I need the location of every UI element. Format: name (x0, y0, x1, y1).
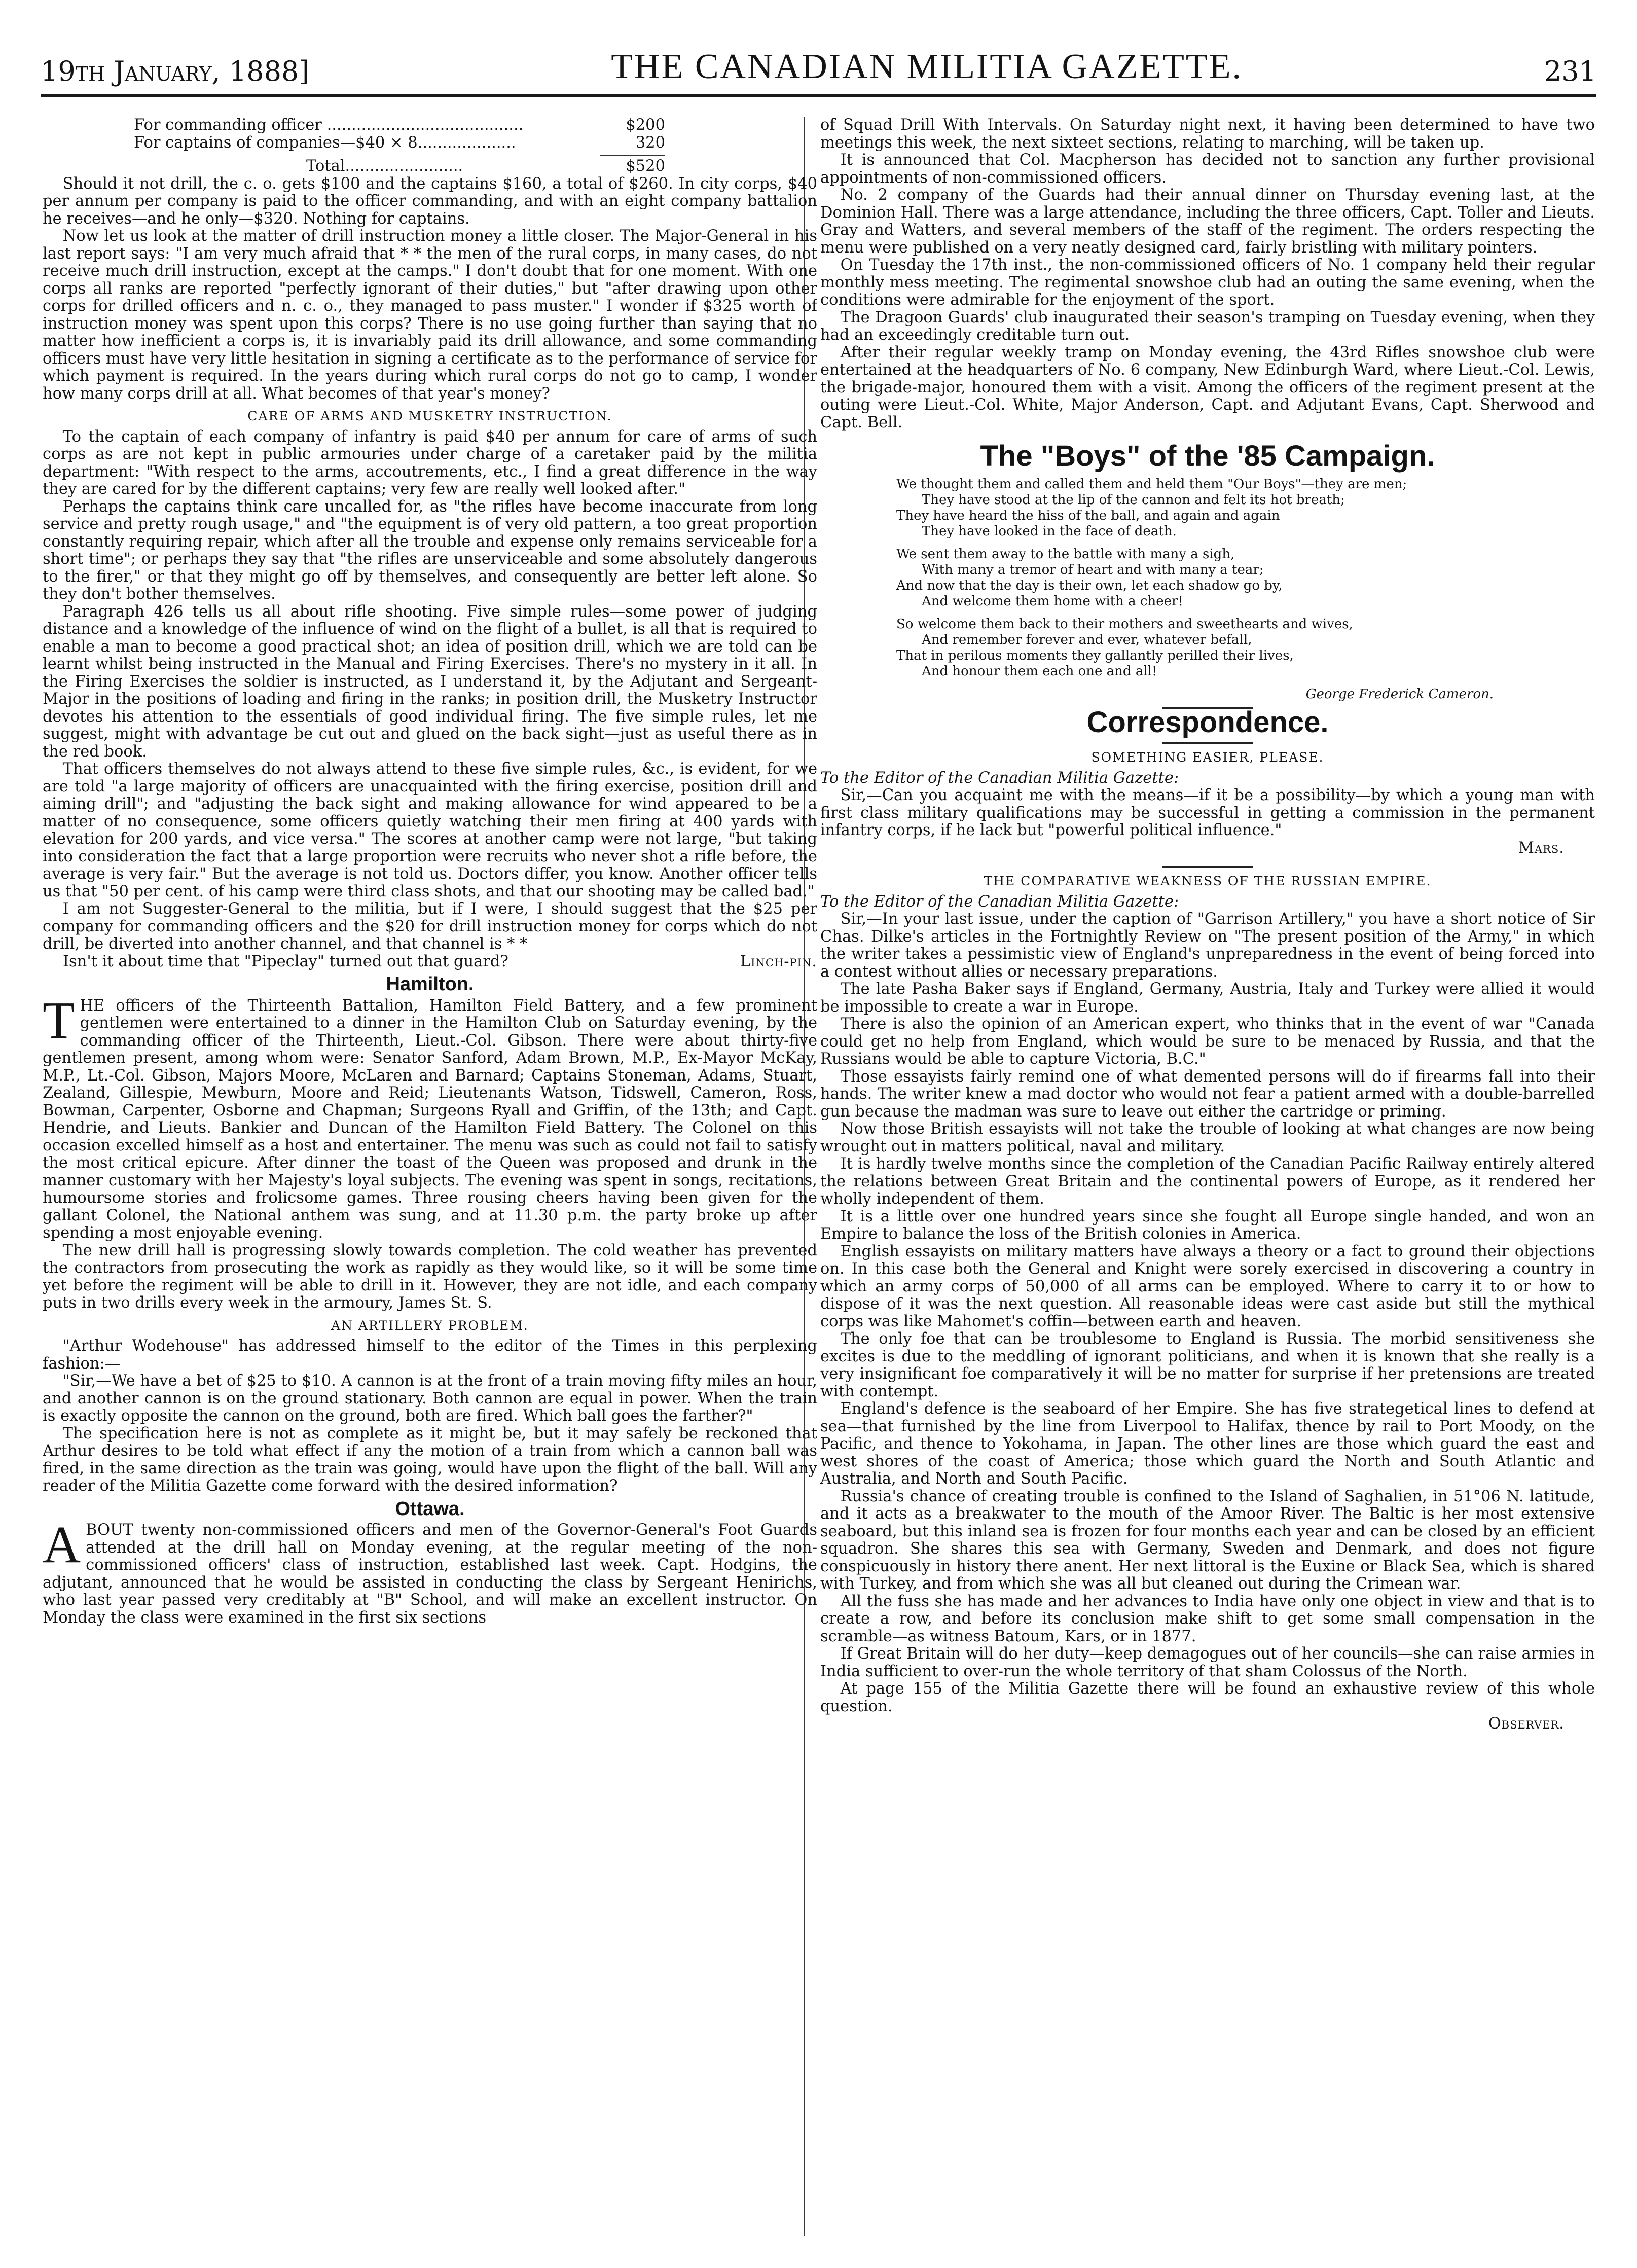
right-column (820, 117, 1595, 2236)
poem-line: And now that the day is their own, let each shadow go by, (896, 578, 1283, 593)
article-paragraph: Should it not drill, the c. o. gets $100 and the captains $160, a total of $260. In city corps, $40 per annum per company is paid to the officer commanding, and with an eight company battalion he receives—and he only—$320. Nothing for captains. (43, 174, 817, 228)
letter-paragraph: All the fuss she has made and her advances to India have only one object in view and that is to create a row, and before its conclusion make shift to get some small compensation in the scramble—as witness Batoum, Kars, or in 1877. (820, 1592, 1595, 1645)
article-paragraph: That officers themselves do not always attend to these five simple rules, &c., is evident, for we are told "a large majority of officers are unacquainted with the firing exercise, position drill and aiming drill"; and "adjusting the back sight and making allowance for wind appeared to be a matter of no consequence, some officers quietly watching their men firing at 400 yards with elevation for 200 yards, and vice versa." The scores at another camp were not large, "but taking into consideration the fact that a large proportion were recruits who never shot a rifle before, the average is very fair." But the average is not told us. Doctors differ, you know. Another officer tells us that "50 per cent. of his camp were third class shots, and that our shooting may be called bad." (43, 760, 817, 901)
article-paragraph: "Arthur Wodehouse" has addressed himself to the editor of the Times in this perplexing fashion:— (43, 1337, 817, 1373)
drop-cap: A (43, 1516, 81, 1574)
letter-paragraph: Those essayists fairly remind one of what demented persons will do if firearms fall into their hands. The writer knew a mad doctor who would not fear a patient armed with a double-barrelled gun because the madman was sure to leave out either the cartridge or priming. (820, 1067, 1595, 1121)
letter-paragraph: The late Pasha Baker says if England, Germany, Austria, Italy and Turkey were allied it would be impossible to create a war in Europe. (820, 980, 1595, 1016)
page-number: 231 (1544, 55, 1596, 87)
article-paragraph: "Sir,—We have a bet of $25 to $10. A cannon is at the front of a train moving fifty miles an hour, and another cannon is on the ground stationary. Both cannon are equal in power. When the train is exactly opposite the cannon on the ground, both are fired. Which ball goes the farther?" (43, 1372, 817, 1425)
section-heading-ottawa: Ottawa. (395, 1498, 465, 1520)
poem-stanza (896, 547, 1595, 609)
letter-paragraph: It is hardly twelve months since the completion of the Canadian Pacific Railway entirely altered the relations between Great Britain and the continental powers of Europe, as it rendered her wholly independent of them. (820, 1155, 1595, 1208)
letter-paragraph: The only foe that can be troublesome to England is Russia. The morbid sensitiveness she excites is due to the meddling of ignorant politicians, and when it is known that she really is a very insignificant foe comparatively it will be no matter for surprise if her pretensions are treated with contempt. (820, 1330, 1595, 1400)
signature-mars: Mars. (1518, 839, 1565, 857)
poem-line: We sent them away to the battle with many a sigh, (896, 546, 1235, 562)
poem-line: And welcome them home with a cheer! (922, 593, 1183, 609)
poem-line: They have stood at the lip of the cannon and felt its hot breath; (922, 492, 1345, 508)
poem-line: That in perilous moments they gallantly perilled their lives, (896, 647, 1294, 663)
signature-observer: Observer. (1488, 1715, 1565, 1733)
poem-line: And remember forever and ever, whatever befall, (922, 632, 1252, 647)
newspaper-title: THE CANADIAN MILITIA GAZETTE. (611, 47, 1243, 86)
page-header (41, 26, 1596, 97)
poem-line: They have looked in the face of death. (922, 523, 1177, 539)
letter-heading: SOMETHING EASIER, PLEASE. (1091, 750, 1324, 765)
article-paragraph: No. 2 company of the Guards had their annual dinner on Thursday evening last, at the Dominion Hall. There was a large attendance, including the three officers, Capt. Toller and Lieuts. Gray and Watters, and several members of the staff of the regiment. The orders respecting the menu were published on a very neatly designed card, fairly bristling with military pointers. (820, 186, 1595, 257)
article-paragraph: Perhaps the captains think care uncalled for, as "the rifles have become inaccurate from long service and pretty rough usage," and "the equipment is of very old pattern, a too great proportion constantly requiring repair, which after all the trouble and expense only remains serviceable for a short time"; or perhaps they say that "the rifles are unserviceable and some absolutely dangerous to the firer," or that they might go off by themselves, and consequently are better left alone. So they don't bother themselves. (43, 497, 817, 603)
allowance-row: For captains of companies—$40 × 8.................... 320 (134, 133, 665, 152)
section-heading-correspondence: Correspondence. (1086, 705, 1329, 739)
allowance-row: For commanding officer ........................................ $200 (134, 117, 665, 134)
poem-line: And honour them each one and all! (922, 663, 1157, 679)
letter-paragraph: English essayists on military matters have always a theory or a fact to ground their objections on. In this case both the General and Knight were sorely exercised in discovering a country in which an army corps of 50,000 of all arms can be employed. Where to carry it to or how to dispose of it was the next question. All reasonable ideas were cast aside but still the mythical corps was like Mahomet's coffin—between earth and heaven. (820, 1242, 1595, 1330)
drop-cap: T (43, 991, 75, 1050)
poem-title: The "Boys" of the '85 Campaign. (980, 440, 1435, 473)
article-paragraph: ABOUT twenty non-commissioned officers and men of the Governor-General's Foot Guards attended at the drill hall on Monday evening, at the regular meeting of the non-commissioned officers' class of instruction, established last week. Capt. Hodgins, the adjutant, announced that he would be assisted in conducting the class by Sergeant Henirichs, who last year passed very creditably at "B" School, and will make an excellent instructor. On Monday the class were examined in the first six sections (43, 1516, 817, 1627)
poem-line: So welcome them back to their mothers and sweethearts and wives, (896, 616, 1353, 632)
article-paragraph: After their regular weekly tramp on Monday evening, the 43rd Rifles snowshoe club were entertained at the headquarters of No. 6 company, New Edinburgh Ward, where Lieut.-Col. Lewis, the brigade-major, honoured them with a visit. Among the officers of the regiment present at the outing were Lieut.-Col. White, Major Anderson, Capt. and Adjutant Evans, Capt. Sherwood and Capt. Bell. (820, 343, 1595, 431)
article-paragraph: The specification here is not as complete as it might be, but it may safely be reckoned that Arthur desires to be told what effect if any the motion of a train from which a cannon ball was fired, in the same direction as the train was going, would have upon the flight of the ball. Will any reader of the Militia Gazette come forward with the desired information? (43, 1424, 817, 1495)
allowance-total-row: Total........................ $520 (306, 157, 665, 175)
article-paragraph: THE officers of the Thirteenth Battalion, Hamilton Field Battery, and a few prominent gentlemen were entertained to a dinner in the Hamilton Club on Saturday evening, by the commanding officer of the Thirteenth, Lieut.-Col. Gibson. There were about thirty-five gentlemen present, among whom were: Senator Sanford, Adam Brown, M.P., Ex-Mayor McKay, M.P., Lt.-Col. Gibson, Majors Moore, McLaren and Barnard; Captains Stoneman, Adams, Stuart, Zealand, Gillespie, Mewburn, Moore and Reid; Lieutenants Watson, Tidswell, Cameron, Ross, Bowman, Carpenter, Osborne and Chapman; Surgeons Ryall and Griffin, of the 13th; and Capt. Hendrie, and Lieuts. Bankier and Duncan of the Hamilton Field Battery. The Colonel on this occasion excelled himself as a host and entertainer. The menu was such as could not fail to satisfy the most critical epicure. After dinner the toast of the Queen was proposed and drunk in the manner customary with her Majesty's loyal subjects. The evening was spent in songs, recitations, humoursome stories and frolicsome games. Three rousing cheers having been given for the gallant Colonel, the National anthem was sung, and at 11.30 p.m. the party broke up after spending a most enjoyable evening. (43, 991, 817, 1242)
letter-paragraph: Sir,—In your last issue, under the caption of "Garrison Artillery," you have a short notice of Sir Chas. Dilke's articles in the Fortnightly Review on "The present position of the Army," in which the writer takes a pessimistic view of England's unpreparedness in the event of being forced into a contest without allies or necessary preparations. (820, 910, 1595, 981)
closing-line: Isn't it about time that "Pipeclay" turned out that guard? (63, 952, 508, 970)
section-rule (1162, 866, 1253, 868)
article-paragraph: Now let us look at the matter of drill instruction money a little closer. The Major-General in his last report says: "I am very much afraid that * * the men of the rural corps, in many cases, do not receive much drill instruction, except at the camps." I don't doubt that for one moment. With one corps all ranks are reported "perfectly ignorant of their duties," but "after drawing upon other corps for drilled officers and n. c. o., they managed to pass muster." I wonder if $325 worth of instruction money was spent upon this corps? There is no use going further than saying that no matter how inefficient a corps is, it is invariably paid its drill allowance, and some commanding officers must have very little hesitation in signing a certificate as to the performance of service for which payment is required. In the years during which rural corps do not go to camp, I wonder how many corps drill at all. What becomes of that year's money? (43, 227, 817, 403)
section-rule (1162, 742, 1253, 744)
article-paragraph: The new drill hall is progressing slowly towards completion. The cold weather has prevented the contractors from prosecuting the work as rapidly as they would like, so it will be some time yet before the regiment will be able to drill in it. However, they are not idle, and each company puts in two drills every week in the armoury, James St. S. (43, 1241, 817, 1312)
signature-linch-pin: Linch-pin. (740, 952, 817, 970)
closing-row (43, 953, 817, 971)
letter-salutation: To the Editor of the Canadian Militia Gazette: (820, 892, 1179, 911)
letter-salutation: To the Editor of the Canadian Militia Gazette: (820, 769, 1179, 787)
article-paragraph: To the captain of each company of infantry is paid $40 per annum for care of arms of such corps as are not kept in public armouries under charge of a caretaker paid by the militia department: "With respect to the arms, accoutrements, etc., I find a great difference in the way they are cared for by the different captains; very few are really well looked after." (43, 427, 817, 498)
subheading-care-of-arms: CARE OF ARMS AND MUSKETRY INSTRUCTION. (247, 409, 612, 423)
poem-stanza (896, 617, 1595, 679)
letter-paragraph: It is a little over one hundred years since she fought all Europe single handed, and won an Empire to balance the loss of the British colonies in America. (820, 1207, 1595, 1243)
letter-paragraph: At page 155 of the Militia Gazette there will be found an exhaustive review of this whole question. (820, 1680, 1595, 1715)
letter-paragraph: If Great Britain will do her duty—keep demagogues out of her councils—she can raise armies in India sufficient to over-run the whole territory of that sham Colossus of the North. (820, 1645, 1595, 1680)
poem-line: They have heard the hiss of the ball, and again and again (896, 508, 1280, 523)
poem-stanza (896, 477, 1595, 539)
section-heading-hamilton: Hamilton. (386, 974, 474, 995)
letter-paragraph: Sir,—Can you acquaint me with the means—if it be a possibility—by which a young man with first class military qualifications may be successful in getting a commission in the permanent infantry corps, if he lack but "powerful political influence." (820, 786, 1595, 839)
issue-date: 19th January, 1888] (41, 55, 310, 87)
article-paragraph: On Tuesday the 17th inst., the non-commissioned officers of No. 1 company held their regular monthly mess meeting. The regimental snowshoe club had an outing the same evening, when the conditions were admirable for the enjoyment of the sport. (820, 256, 1595, 309)
poem (820, 477, 1595, 702)
article-paragraph: Paragraph 426 tells us all about rifle shooting. Five simple rules—some power of judging distance and a knowledge of the influence of wind on the flight of a bullet, is all that is required to enable a man to become a good practical shot; an idea of position drill, which we are told can be learnt whilst being instructed in the Manual and Firing Exercises. There's no mystery in it all. In the Firing Exercises the soldier is instructed, as I understand it, by the Adjutant and Sergeant-Major in the positions of loading and firing in the ranks; in position drill, the Musketry Instructor devotes his attention to the essentials of good individual firing. The five simple rules, let me suggest, might with advantage be cut out and glued on the back sight—just as useful there as in the red book. (43, 602, 817, 761)
poem-line: With many a tremor of heart and with many a tear; (922, 562, 1264, 578)
article-paragraph: It is announced that Col. Macpherson has decided not to sanction any further provisional appointments of non-commissioned officers. (820, 151, 1595, 187)
article-paragraph: of Squad Drill With Intervals. On Saturday night next, it having been determined to have two meetings this week, the next sixteet sections, relating to marching, will be taken up. (820, 117, 1595, 152)
total-rule (600, 155, 665, 156)
left-column (43, 117, 817, 2236)
letter-paragraph: England's defence is the seaboard of her Empire. She has five strategetical lines to defend at sea—that furnished by the line from Liverpool to Halifax, thence by rail to Port Moody, on the Pacific, and thence to Yokohama, in Japan. The other lines are those which guard the east and west shores of the coast of America; those which guard the North and South Atlantic and Australia, and North and South Pacific. (820, 1400, 1595, 1488)
letter-heading: THE COMPARATIVE WEAKNESS OF THE RUSSIAN EMPIRE. (984, 874, 1432, 888)
poem-line: We thought them and called them and held them "Our Boys"—they are men; (896, 476, 1407, 492)
poem-author: George Frederick Cameron. (1305, 686, 1494, 702)
article-paragraph: I am not Suggester-General to the militia, but if I were, I should suggest that the $25 per company for commanding officers and the $20 for drill instruction money for corps which do not drill, be diverted into another channel, and that channel is * * (43, 900, 817, 953)
letter-paragraph: Russia's chance of creating trouble is confined to the Island of Saghalien, in 51°06 N. latitude, and it acts as a breakwater to the mouth of the Amoor River. The Baltic is her most extensive seaboard, but this inland sea is frozen for four months each year and can be closed by an efficient squadron. She shares this sea with Germany, Sweden and Denmark, and does not figure conspicuously in history there anent. Her next littoral is the Euxine or Black Sea, which is shared with Turkey, and from which she was all but cleaned out during the Crimean war. (820, 1487, 1595, 1593)
letter-paragraph: There is also the opinion of an American expert, who thinks that in the event of war "Canada could get no help from England, which would be sure to be menaced by Russia, and that the Russians would be able to capture Victoria, B.C." (820, 1015, 1595, 1068)
article-paragraph: The Dragoon Guards' club inaugurated their season's tramping on Tuesday evening, when they had an exceedingly creditable turn out. (820, 308, 1595, 344)
letter-paragraph: Now those British essayists will not take the trouble of looking at what changes are now being wrought out in matters political, naval and military. (820, 1120, 1595, 1156)
subheading-artillery-problem: AN ARTILLERY PROBLEM. (331, 1318, 529, 1333)
